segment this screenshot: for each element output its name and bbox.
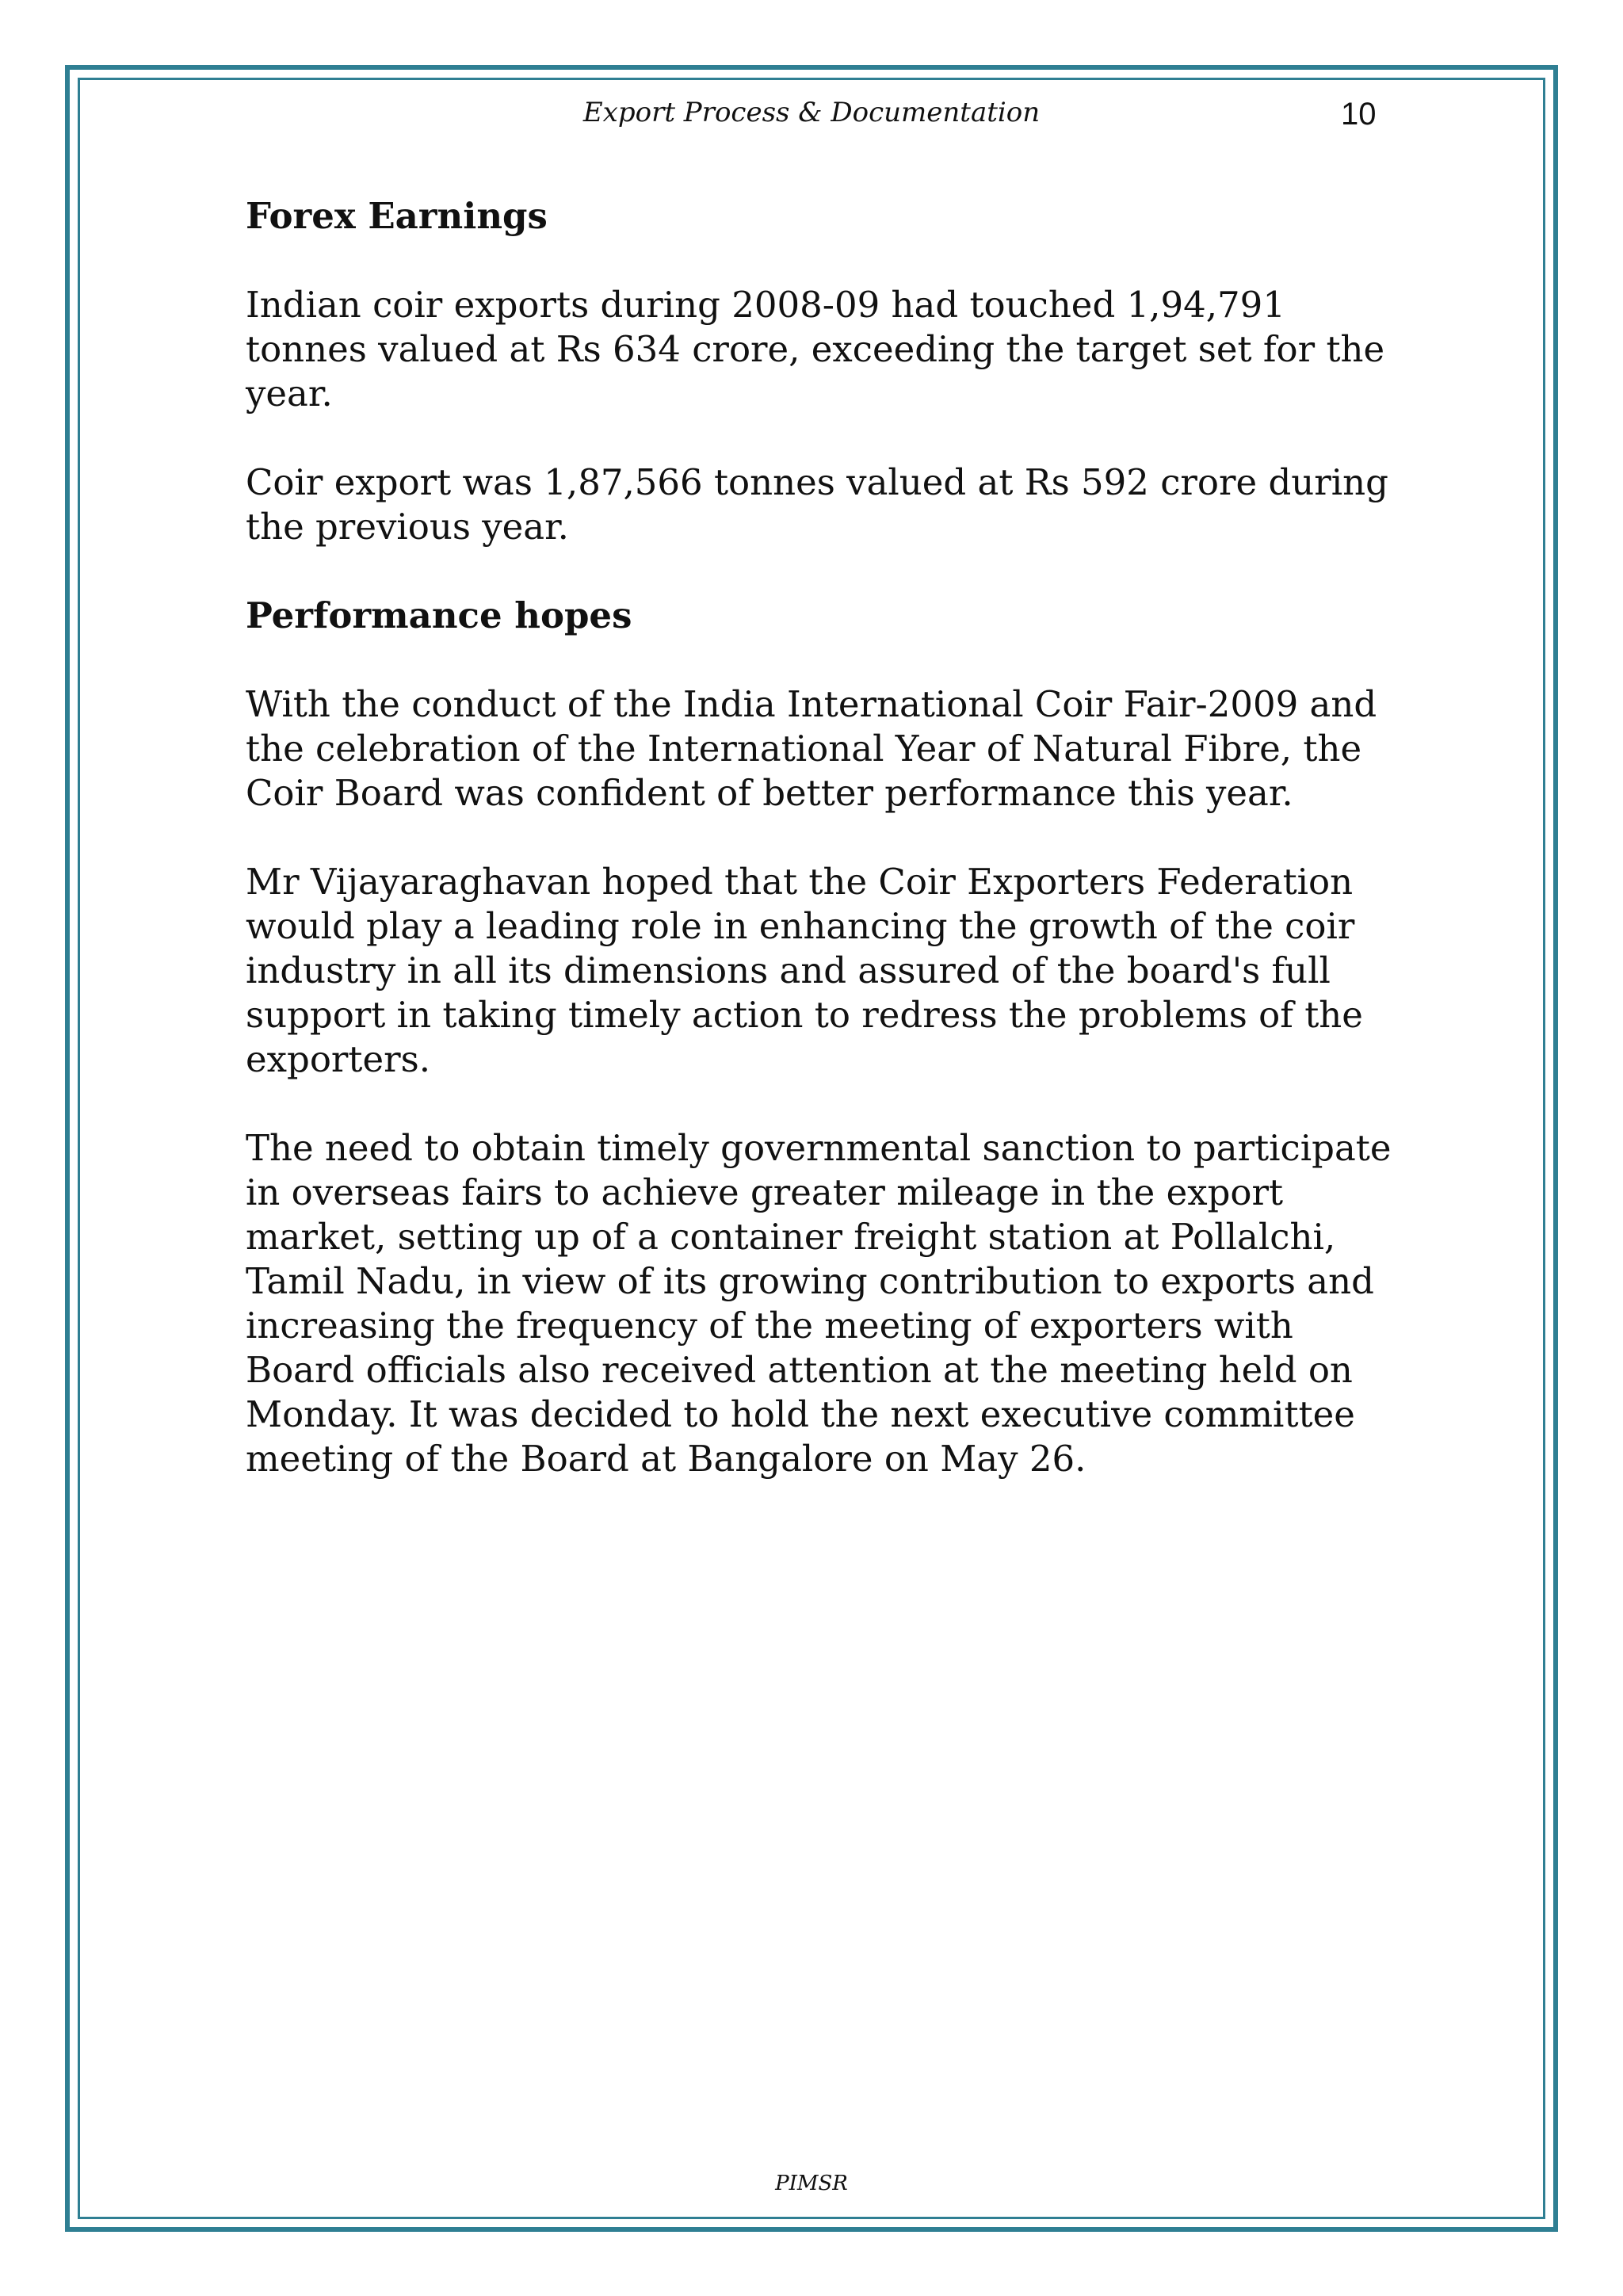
- running-footer: PIMSR: [775, 2172, 848, 2195]
- paragraph: Coir export was 1,87,566 tonnes valued at Rs 592 crore during the previous year.: [246, 461, 1388, 548]
- section-heading-forex-earnings: Forex Earnings: [246, 195, 548, 237]
- running-header-title: Export Process & Documentation: [582, 97, 1041, 128]
- paragraph: The need to obtain timely governmental sanction to participate in overseas fairs to achieve greater mileage in the export market, setting up of a container freight station at Pollalchi, Tamil Nadu, in view of its growing contribution to exports and increasing the frequency of the meeting of exporters with Board officials also received attention at the meeting held on Monday. It was decided to hold the next executive committee meeting of the Board at Bangalore on May 26.: [246, 1127, 1392, 1480]
- paragraph: With the conduct of the India International Coir Fair-2009 and the celebration of the International Year of Natural Fibre, the Coir Board was confident of better performance this year.: [246, 683, 1377, 814]
- section-heading-performance-hopes: Performance hopes: [246, 594, 632, 636]
- page-number: 10: [1341, 97, 1377, 132]
- document-body: [246, 194, 1411, 1526]
- paragraph: Mr Vijayaraghavan hoped that the Coir Exporters Federation would play a leading role in enhancing the growth of the coir industry in all its dimensions and assured of the board's full support in taking timely action to redress the problems of the exporters.: [246, 861, 1363, 1080]
- paragraph: Indian coir exports during 2008-09 had touched 1,94,791 tonnes valued at Rs 634 crore, exceeding the target set for the year.: [246, 284, 1385, 415]
